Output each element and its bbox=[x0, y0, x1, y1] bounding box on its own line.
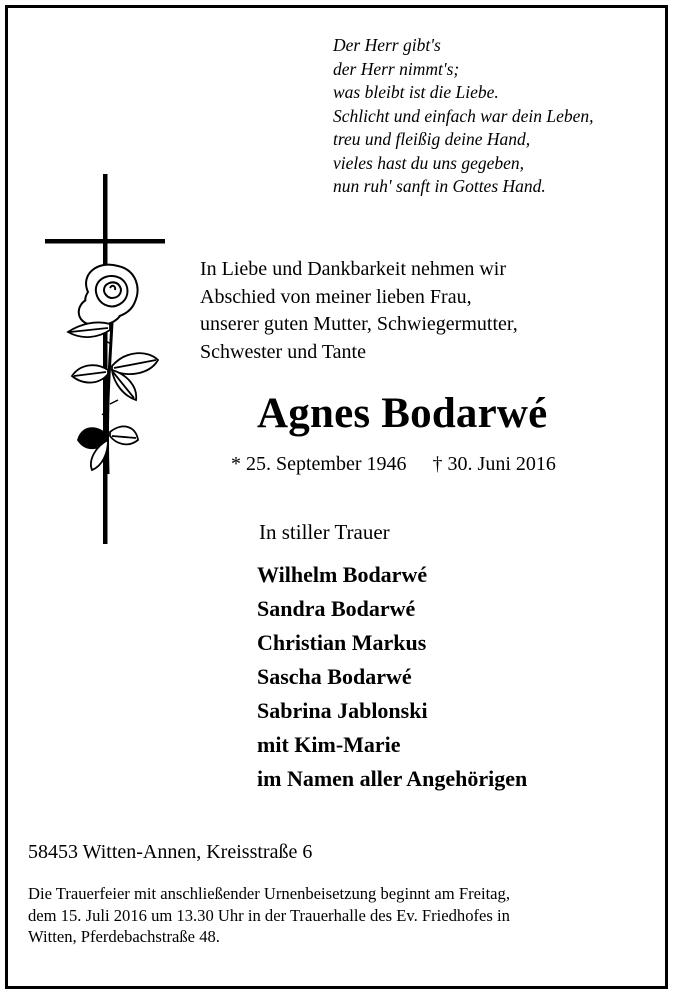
poem-line: der Herr nimmt's; bbox=[333, 58, 460, 79]
poem-line: Der Herr gibt's bbox=[333, 35, 441, 55]
ceremony-line: Die Trauerfeier mit anschließender Urnenbeisetzung beginnt am Freitag, bbox=[28, 884, 510, 903]
birth-date: * 25. September 1946 bbox=[231, 453, 407, 475]
deceased-name: Agnes Bodarwé bbox=[257, 390, 548, 437]
poem-line: was bleibt ist die Liebe. bbox=[333, 82, 499, 102]
poem-line: nun ruh' sanft in Gottes Hand. bbox=[333, 176, 546, 196]
mourner-name: Sabrina Jablonski bbox=[257, 698, 428, 723]
mourner-name: Sascha Bodarwé bbox=[257, 664, 412, 689]
death-date: † 30. Juni 2016 bbox=[432, 453, 556, 475]
ceremony-line: Witten, Pferdebachstraße 48. bbox=[28, 927, 220, 946]
intro-text bbox=[200, 256, 518, 366]
mourner-name: im Namen aller Angehörigen bbox=[257, 766, 528, 791]
mourner-name: mit Kim-Marie bbox=[257, 732, 401, 757]
ceremony-notice bbox=[28, 883, 510, 948]
mourner-name: Christian Markus bbox=[257, 630, 427, 655]
mourning-heading: In stiller Trauer bbox=[259, 520, 390, 544]
cross-with-rose-icon bbox=[40, 174, 170, 546]
mourner-name: Wilhelm Bodarwé bbox=[257, 562, 428, 587]
address: 58453 Witten-Annen, Kreisstraße 6 bbox=[28, 841, 313, 863]
poem-line: treu und fleißig deine Hand, bbox=[333, 129, 531, 149]
life-dates bbox=[231, 451, 556, 477]
intro-line: unserer guten Mutter, Schwiegermutter, bbox=[200, 313, 518, 335]
ceremony-line: dem 15. Juli 2016 um 13.30 Uhr in der Trauerhalle des Ev. Friedhofes in bbox=[28, 905, 510, 925]
poem-line: vieles hast du uns gegeben, bbox=[333, 152, 524, 173]
intro-line: In Liebe und Dankbarkeit nehmen wir bbox=[200, 258, 507, 280]
poem-line: Schlicht und einfach war dein Leben, bbox=[333, 105, 594, 126]
mourner-name: Sandra Bodarwé bbox=[257, 596, 416, 621]
intro-line: Schwester und Tante bbox=[200, 340, 366, 363]
mourners-list bbox=[257, 558, 527, 796]
poem bbox=[333, 34, 594, 199]
intro-line: Abschied von meiner lieben Frau, bbox=[200, 285, 472, 308]
